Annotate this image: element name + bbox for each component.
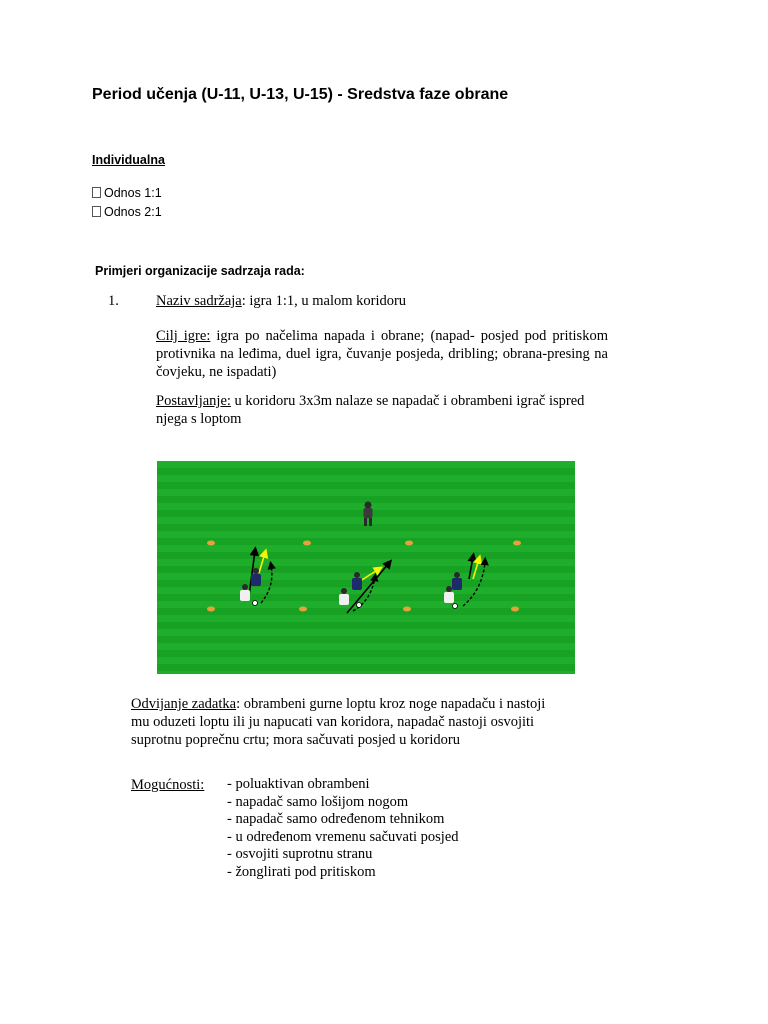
list-item-text: Odnos 2:1 (104, 205, 162, 219)
examples-heading: Primjeri organizacije sadrzaja rada: (95, 264, 305, 278)
list-item: - u određenom vremenu sačuvati posjed (227, 828, 459, 845)
postav-text: u koridoru 3x3m nalaze se napadač i obrambeni igrač ispred njega s loptom (156, 393, 585, 427)
list-item: - žonglirati pod pritiskom (227, 863, 376, 880)
cone (403, 607, 411, 612)
cone (405, 541, 413, 546)
page-title: Period učenja (U-11, U-13, U-15) - Sredstva faze obrane (92, 86, 509, 103)
mogucnosti-label: Mogućnosti: (131, 777, 205, 793)
missing-glyph-icon (92, 206, 101, 217)
cilj-text: igra po načelima napada i obrane; (napad- posjed pod pritiskom protivnika na leđima, duel igra, čuvanje posjeda, dribling; obrana-presing na čovjeku, ne ispadati) (156, 328, 608, 380)
mogucnosti-list (227, 776, 459, 881)
exercise-setup (156, 392, 608, 428)
cone (207, 607, 215, 612)
list-item: - osvojiti suprotnu stranu (227, 846, 373, 862)
cone (207, 541, 215, 546)
exercise-goal (156, 327, 608, 381)
cone (299, 607, 307, 612)
cone (513, 541, 521, 546)
naziv-text: : igra 1:1, u malom koridoru (241, 293, 407, 309)
list-item: - poluaktivan obrambeni (227, 776, 370, 792)
exercise-number: 1. (108, 293, 119, 309)
list-item (92, 203, 162, 222)
list-item: - napadač samo lošijom nogom (227, 793, 409, 810)
odvijanje-label: Odvijanje zadatka (131, 696, 237, 712)
relations-list (92, 184, 162, 222)
missing-glyph-icon (92, 187, 101, 198)
cone (303, 541, 311, 546)
exercise-name (156, 292, 406, 310)
list-item-text: Odnos 1:1 (104, 186, 162, 200)
postav-label: Postavljanje: (156, 393, 231, 409)
pitch-diagram (157, 461, 575, 674)
list-item: - napadač samo određenom tehnikom (227, 811, 445, 827)
odvijanje-text: : obrambeni gurne loptu kroz noge napadaču i nastoji mu oduzeti loptu ili ju napucati van koridora, napadač nastoji osvojiti suprotnu poprečnu crtu; mora sačuvati posjed u koridoru (131, 696, 546, 748)
cone (511, 607, 519, 612)
list-item (92, 184, 162, 203)
cilj-label: Cilj igre: (156, 328, 211, 344)
exercise-execution (131, 695, 561, 749)
section-heading: Individualna (92, 153, 165, 167)
naziv-label: Naziv sadržaja (156, 293, 242, 309)
pitch-background (157, 461, 575, 674)
